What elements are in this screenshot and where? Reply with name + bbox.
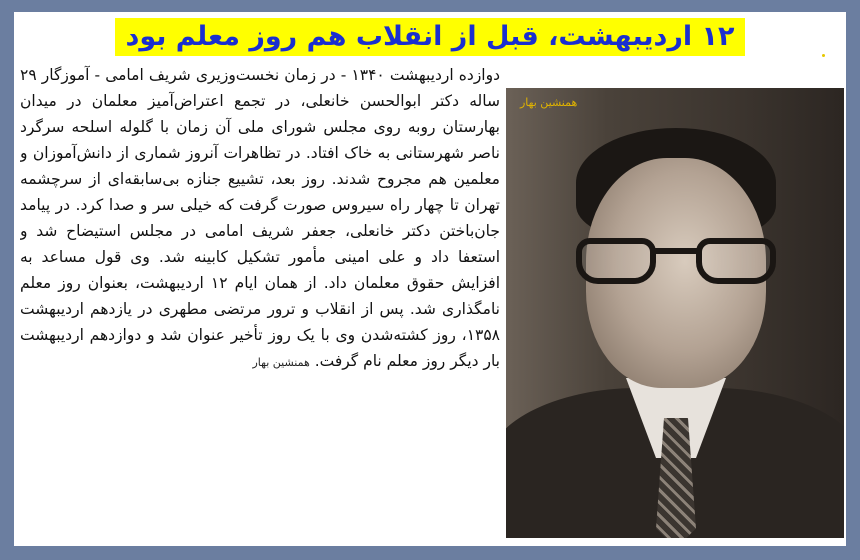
right-lens — [696, 238, 776, 284]
author-signature: همنشین بهار — [252, 356, 310, 369]
left-lens — [576, 238, 656, 284]
photo-watermark: همنشین بهار — [520, 96, 578, 109]
glasses-bridge — [652, 248, 700, 254]
article-text: دوازده اردیبهشت ۱۳۴۰ - در زمان نخست‌وزیری شریف امامی - آموزگار ۲۹ ساله دکتر ابوالحسن خانعلی، در تجمع اعتراض‌آمیز معلمان در میدان بهارستان روبه روی مجلس شورای ملی آن زمان با گلوله اسلحه سرگرد ناصر شهرستانی به خاک افتاد. در تظاهرات آنروز شماری از دانش‌آموزان و معلمین هم مجروح شدند. روز بعد، تشییع جنازه بی‌سابقه‌ای از سرچشمه تهران تا چهار راه سیروس صورت گرفت که خیلی سر و صدا کرد. در پیامد جان‌باختن دکتر خانعلی، جعفر شریف امامی در مجلس استیضاح شد و استعفا داد و علی امینی مأمور تشکیل کابینه شد. وی قول مساعد به افزایش حقوق معلمان داد. از همان ایام ۱۲ اردیبهشت، بعنوان روز معلم نامگذاری شد. پس از انقلاب و ترور مرتضی مطهری در یازدهم اردیبهشت ۱۳۵۸، روز کشته‌شدن وی با یک روز تأخیر عنوان شد و دوازدهم اردیبهشت بار دیگر روز معلم نام گرفت. — [20, 66, 500, 370]
decorative-dot — [822, 54, 825, 57]
page-title: ۱۲ اردیبهشت، قبل از انقلاب هم روز معلم بود — [115, 18, 744, 56]
article-body — [20, 62, 500, 542]
article-card — [14, 12, 846, 546]
title-container — [14, 18, 846, 56]
glasses-icon — [576, 238, 776, 288]
portrait-photo — [506, 88, 844, 538]
